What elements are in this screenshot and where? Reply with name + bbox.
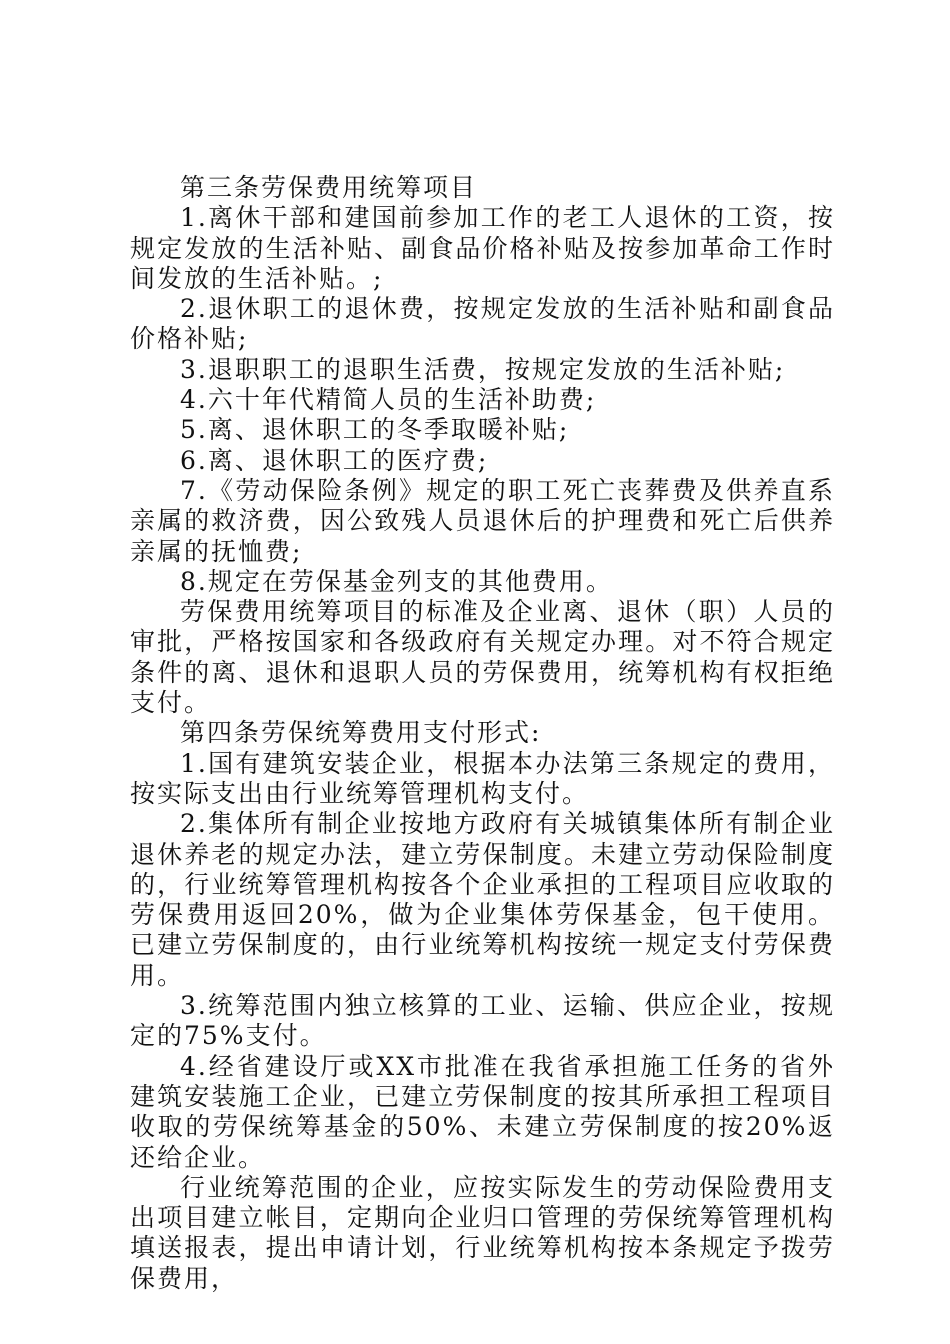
list-item: 7.《劳动保险条例》规定的职工死亡丧葬费及供养直系亲属的救济费，因公致残人员退休后的护理费和死亡后供养亲属的抚恤费; xyxy=(130,475,835,566)
list-item: 5.离、退休职工的冬季取暖补贴; xyxy=(180,415,570,445)
document-body xyxy=(130,173,835,1294)
section-heading-article-3: 第三条劳保费用统筹项目 xyxy=(180,173,478,202)
list-item: 4.六十年代精简人员的生活补助费; xyxy=(180,385,597,415)
section-heading-article-4: 第四条劳保统筹费用支付形式: xyxy=(180,718,542,748)
list-item: 4.经省建设厅或XX市批准在我省承担施工任务的省外建筑安装施工企业，已建立劳保制度的按其所承担工程项目收取的劳保统筹基金的50%、未建立劳保制度的按20%返还给企业。 xyxy=(130,1051,835,1172)
list-item: 1.国有建筑安装企业，根据本办法第三条规定的费用，按实际支出由行业统筹管理机构支付。 xyxy=(130,748,835,808)
list-item: 3.统筹范围内独立核算的工业、运输、供应企业，按规定的75%支付。 xyxy=(130,991,835,1051)
list-item: 8.规定在劳保基金列支的其他费用。 xyxy=(180,566,613,596)
body-paragraph: 行业统筹范围的企业，应按实际发生的劳动保险费用支出项目建立帐目，定期向企业归口管理的劳保统筹管理机构填送报表，提出申请计划，行业统筹机构按本条规定予拨劳保费用， xyxy=(130,1172,835,1293)
list-item: 2.退休职工的退休费，按规定发放的生活补贴和副食品价格补贴; xyxy=(130,294,835,354)
list-item: 1.离休干部和建国前参加工作的老工人退休的工资，按规定发放的生活补贴、副食品价格补贴及按参加革命工作时间发放的生活补贴。; xyxy=(130,203,835,293)
list-item: 6.离、退休职工的医疗费; xyxy=(180,445,489,475)
list-item: 2.集体所有制企业按地方政府有关城镇集体所有制企业退休养老的规定办法，建立劳保制度。未建立劳动保险制度的，行业统筹管理机构按各个企业承担的工程项目应收取的劳保费用返回20%，做为企业集体劳保基金，包干使用。已建立劳保制度的，由行业统筹机构按统一规定支付劳保费用。 xyxy=(130,809,835,990)
body-paragraph: 劳保费用统筹项目的标准及企业离、退休（职）人员的审批，严格按国家和各级政府有关规定办理。对不符合规定条件的离、退休和退职人员的劳保费用，统筹机构有权拒绝支付。 xyxy=(130,597,835,718)
list-item: 3.退职职工的退职生活费，按规定发放的生活补贴; xyxy=(180,354,786,384)
